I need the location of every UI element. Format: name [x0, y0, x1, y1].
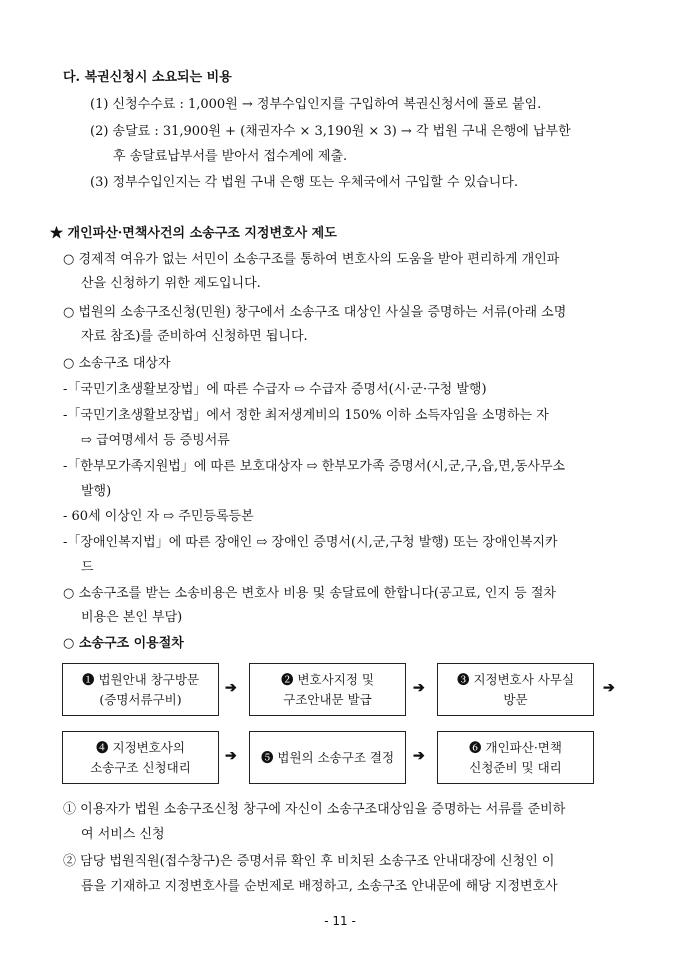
step-6-box	[437, 731, 594, 784]
step-4-line2: 소송구조 신청대리	[90, 759, 191, 775]
procedure-heading: ○ 소송구조 이용절차	[63, 636, 184, 651]
system-p3: ○ 소송구조 대상자	[63, 356, 171, 371]
target-4: - 60세 이상인 자 ⇨ 주민등록등본	[63, 509, 254, 524]
target-5-cont: 드	[81, 560, 94, 575]
target-3: -「한부모가족지원법」에 따른 보호대상자 ⇨ 한부모가족 증명서(시,군,구,읍,면,동사무소	[63, 459, 566, 474]
system-p2-line1: ○ 법원의 소송구조신청(민원) 창구에서 소송구조 대상인 사실을 증명하는 서류(아래 소명	[63, 305, 567, 320]
system-p4-line1: ○ 소송구조를 받는 소송비용은 변호사 비용 및 송달료에 한합니다(공고료, 인지 등 절차	[63, 586, 556, 601]
page-number: - 11 -	[324, 914, 356, 928]
step-3-line2: 방문	[503, 691, 528, 707]
arrow-right-icon: ➔	[603, 680, 615, 696]
section-c-heading: 다. 복권신청시 소요되는 비용	[63, 70, 232, 85]
section-c-item-2: (2) 송달료 : 31,900원 + (채권자수 × 3,190원 × 3) → 각 법원 구내 은행에 납부한	[90, 124, 571, 139]
system-p1-line1: ○ 경제적 여유가 없는 서민이 소송구조를 통하여 변호사의 도움을 받아 편리하게 개인파	[63, 252, 560, 267]
step-2-box	[249, 663, 406, 716]
step-5-line1: ❺ 법원의 소송구조 결정	[260, 749, 395, 765]
arrow-right-icon: ➔	[413, 748, 425, 764]
arrow-right-icon: ➔	[413, 680, 425, 696]
step-2-line2: 구조안내문 발급	[283, 691, 372, 707]
arrow-right-icon: ➔	[225, 680, 237, 696]
note-2-line1: ② 담당 법원직원(접수창구)은 증명서류 확인 후 비치된 소송구조 안내대장에 신청인 이	[63, 854, 555, 869]
step-4-box	[62, 731, 219, 784]
target-1: -「국민기초생활보장법」에 따른 수급자 ⇨ 수급자 증명서(시·군·구청 발행)	[63, 382, 487, 397]
system-p1-line2: 산을 신청하기 위한 제도입니다.	[81, 276, 261, 291]
system-heading: ★ 개인파산·면책사건의 소송구조 지정변호사 제도	[50, 226, 337, 241]
target-5: -「장애인복지법」에 따른 장애인 ⇨ 장애인 증명서(시,군,구청 발행) 또는 장애인복지카	[63, 535, 558, 550]
step-5-box	[249, 731, 406, 784]
step-2-line1: ❷ 변호사지정 및	[281, 671, 374, 687]
step-4-line1: ❹ 지정변호사의	[96, 739, 185, 755]
step-6-line1: ❻ 개인파산·면책	[469, 739, 562, 755]
target-3-cont: 발행)	[81, 484, 112, 499]
step-3-box	[437, 663, 594, 716]
target-2: -「국민기초생활보장법」에서 정한 최저생계비의 150% 이하 소득자임을 소명하는 자	[63, 408, 549, 423]
arrow-right-icon: ➔	[225, 748, 237, 764]
step-3-line1: ❸ 지정변호사 사무실	[456, 671, 575, 687]
system-p4-line2: 비용은 본인 부담)	[81, 610, 183, 625]
section-c-item-1: (1) 신청수수료 : 1,000원 → 정부수입인지를 구입하여 복권신청서에 풀로 붙임.	[90, 97, 542, 112]
step-6-line2: 신청준비 및 대리	[469, 759, 562, 775]
note-2-line2: 름을 기재하고 지정변호사를 순번제로 배정하고, 소송구조 안내문에 해당 지정변호사	[81, 879, 558, 894]
step-1-line2: (증명서류구비)	[99, 691, 182, 707]
note-1-line2: 여 서비스 신청	[81, 827, 165, 842]
section-c-item-3: (3) 정부수입인지는 각 법원 구내 은행 또는 우체국에서 구입할 수 있습니다.	[90, 175, 519, 190]
system-p2-line2: 자료 참조)를 준비하여 신청하면 됩니다.	[81, 329, 308, 344]
note-1-line1: ① 이용자가 법원 소송구조신청 창구에 자신이 소송구조대상임을 증명하는 서류를 준비하	[63, 802, 566, 817]
step-1-box	[62, 663, 219, 716]
section-c-item-2-cont: 후 송달료납부서를 받아서 접수계에 제출.	[113, 149, 348, 164]
target-2-cont: ⇨ 급여명세서 등 증빙서류	[81, 433, 230, 448]
step-1-line1: ❶ 법원안내 창구방문	[81, 671, 200, 687]
